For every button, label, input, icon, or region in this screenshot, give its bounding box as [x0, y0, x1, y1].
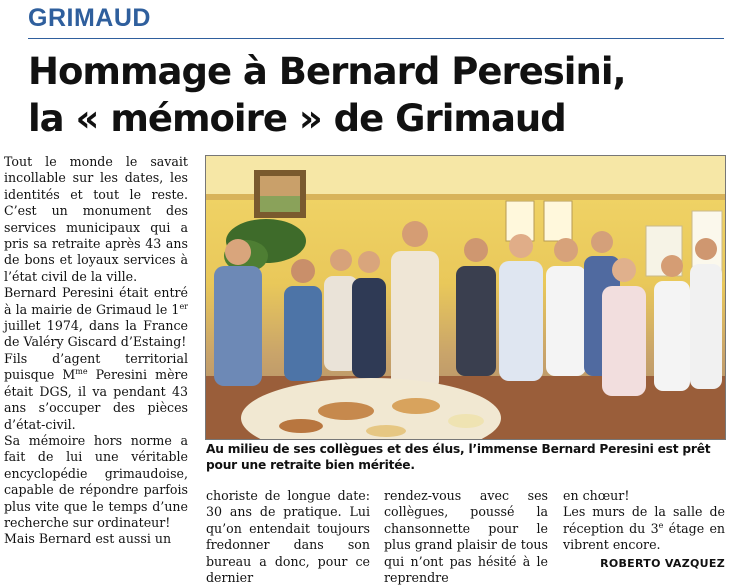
- paragraph-4: Sa mémoire hors norme a fait de lui une véritable encyclopédie grimaudoise, capable de répondre parfois plus vite que le temps d’une recherche sur ordinateur!: [4, 432, 188, 530]
- column-3-text: rendez-vous avec ses collègues, poussé la chansonnette pour le plus grand plaisir de tous qui n’ont pas hésité à le reprendre: [384, 488, 548, 586]
- paragraph-5: Mais Bernard est aussi un: [4, 531, 172, 547]
- article-column-2: [206, 488, 370, 586]
- headline-line-2: la « mémoire » de Grimaud: [28, 97, 566, 140]
- column-2-text: choriste de longue date: 30 ans de pratique. Lui qu’on entendait toujours fredonner dans son bureau a donc, pour ce dernier: [206, 488, 370, 586]
- paragraph-3: Fils d’agent territorial puisque $M^{me}$ Peresini mère était DGS, il va pendant 43 ans s’occuper des pièces d’état-civil.: [4, 350, 188, 432]
- paragraph-1: Tout le monde le savait incollable sur les dates, les identités et tout le reste. C’est un monument des services municipaux qui a pris sa retraite après 43 ans de bons et loyaux services à l’état civil de la ville.: [4, 154, 188, 284]
- headline-line-1: Hommage à Bernard Peresini,: [28, 50, 626, 93]
- photo-caption: Au milieu de ses collègues et des élus, l’immense Bernard Peresini est prêt pour une retraite bien méritée.: [206, 442, 711, 472]
- article-column-4: [563, 488, 725, 572]
- column-4-text-1: en chœur!: [563, 488, 630, 503]
- article-headline: [28, 48, 728, 142]
- article-column-3: [384, 488, 548, 586]
- paragraph-2: Bernard Peresini était entré à la mairie de Grimaud le 1er juillet 1974, dans la France de Valéry Giscard d’Estaing!: [4, 285, 188, 350]
- group-photo-illustration: [206, 156, 725, 439]
- section-rule: [28, 38, 724, 39]
- author-byline: ROBERTO VAZQUEZ: [600, 556, 725, 570]
- group-photo: [205, 155, 726, 440]
- section-title: GRIMAUD: [28, 4, 151, 32]
- column-4-text-2: Les murs de la salle de réception du 3e étage en vibrent encore.: [563, 504, 726, 553]
- article-column-left: [4, 154, 188, 548]
